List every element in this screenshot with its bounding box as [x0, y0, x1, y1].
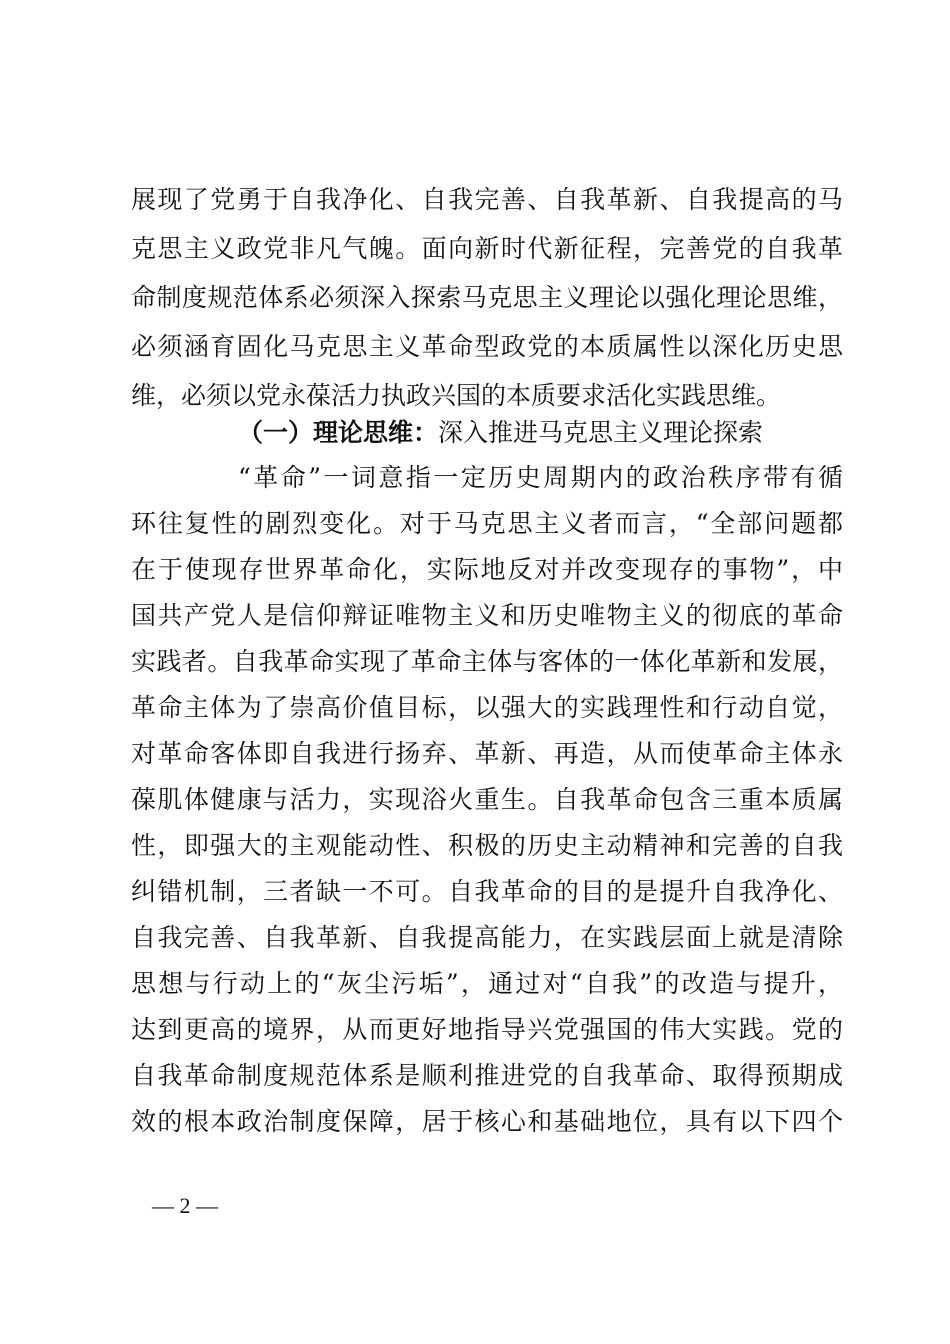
body-line-13: 达到更高的境界，从而更好地指导兴党强国的伟大实践。党的	[131, 1015, 843, 1044]
intro-line-5: 维，必须以党永葆活力执政兴国的本质要求活化实践思维。	[131, 381, 782, 410]
page-number: — 2 —	[152, 1193, 218, 1218]
body-line-12: 思想与行动上的“灰尘污垢”，通过对“自我”的改造与提升，	[131, 969, 843, 998]
body-line-5: 实践者。自我革命实现了革命主体与客体的一体化革新和发展，	[131, 647, 843, 676]
body-line-11: 自我完善、自我革新、自我提高能力，在实践层面上就是清除	[131, 923, 843, 952]
body-line-3: 在于使现存世界革命化，实际地反对并改变现存的事物”，中	[131, 555, 843, 584]
section-heading-title: 深入推进马克思主义理论探索	[438, 418, 764, 447]
body-line-9: 性，即强大的主观能动性、积极的历史主动精神和完善的自我	[131, 831, 843, 860]
body-line-4: 国共产党人是信仰辩证唯物主义和历史唯物主义的彻底的革命	[131, 601, 843, 630]
section-heading	[238, 416, 763, 450]
intro-line-4: 必须涵育固化马克思主义革命型政党的本质属性以深化历史思	[131, 332, 843, 361]
body-line-8: 葆肌体健康与活力，实现浴火重生。自我革命包含三重本质属	[131, 785, 843, 814]
intro-line-3: 命制度规范体系必须深入探索马克思主义理论以强化理论思维，	[131, 283, 843, 312]
body-line-15: 效的根本政治制度保障，居于核心和基础地位，具有以下四个	[131, 1107, 843, 1136]
body-line-1: “革命”一词意指一定历史周期内的政治秩序带有循	[238, 463, 843, 492]
intro-line-2: 克思主义政党非凡气魄。面向新时代新征程，完善党的自我革	[131, 234, 843, 263]
body-line-6: 革命主体为了崇高价值目标，以强大的实践理性和行动自觉，	[131, 693, 843, 722]
body-line-2: 环往复性的剧烈变化。对于马克思主义者而言，“全部问题都	[131, 509, 843, 538]
body-line-14: 自我革命制度规范体系是顺利推进党的自我革命、取得预期成	[131, 1061, 843, 1090]
intro-line-1: 展现了党勇于自我净化、自我完善、自我革新、自我提高的马	[131, 185, 843, 214]
body-line-7: 对革命客体即自我进行扬弃、革新、再造，从而使革命主体永	[131, 739, 843, 768]
body-line-10: 纠错机制，三者缺一不可。自我革命的目的是提升自我净化、	[131, 877, 843, 906]
section-heading-label: （一）理论思维：	[238, 418, 439, 447]
